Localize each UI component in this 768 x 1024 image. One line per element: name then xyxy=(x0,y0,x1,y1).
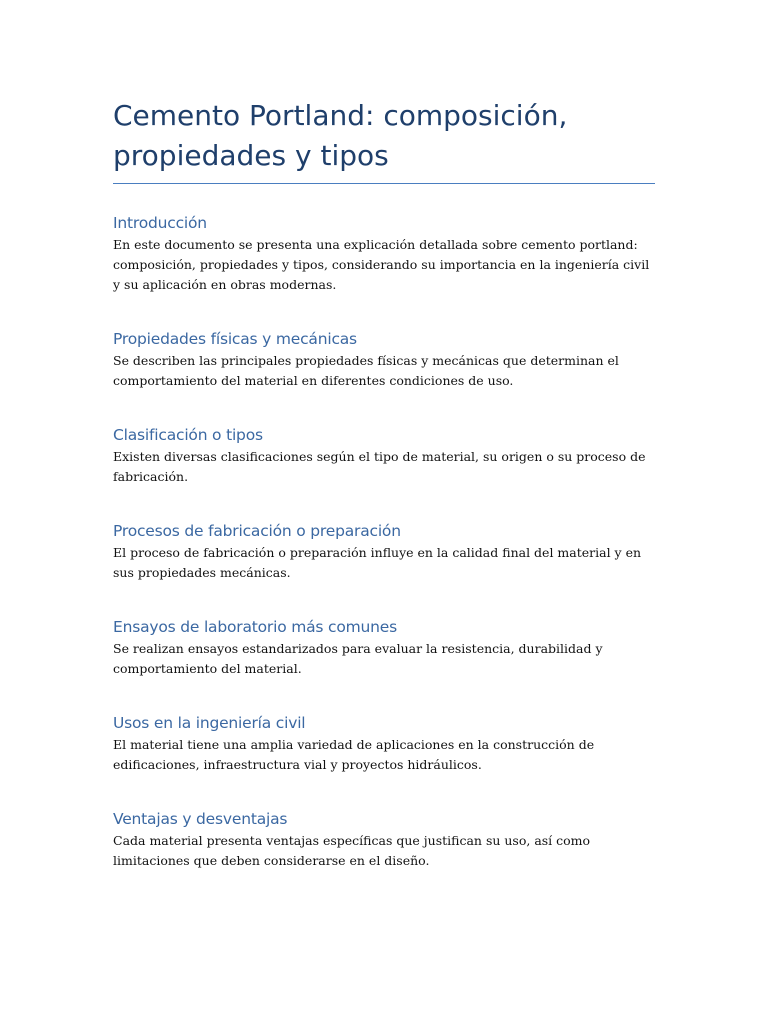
sections-container xyxy=(113,213,655,871)
section-procesos xyxy=(113,521,655,583)
section-clasificacion xyxy=(113,425,655,487)
section-heading: Propiedades físicas y mecánicas xyxy=(113,330,357,348)
section-heading: Clasificación o tipos xyxy=(113,426,263,444)
section-heading: Usos en la ingeniería civil xyxy=(113,714,306,732)
section-paragraph: Existen diversas clasificaciones según el tipo de material, su origen o su proceso de fabricación. xyxy=(113,449,646,484)
document-title: Cemento Portland: composición, propiedades y tipos xyxy=(113,99,568,172)
section-heading: Introducción xyxy=(113,214,207,232)
section-heading: Procesos de fabricación o preparación xyxy=(113,522,401,540)
section-paragraph: En este documento se presenta una explicación detallada sobre cemento portland: composición, propiedades y tipos, considerando su importancia en la ingeniería civil y su aplicación en obras modernas. xyxy=(113,237,650,292)
section-usos xyxy=(113,713,655,775)
section-paragraph: El proceso de fabricación o preparación influye en la calidad final del material y en sus propiedades mecánicas. xyxy=(113,545,642,580)
section-ventajas xyxy=(113,809,655,871)
title-underline xyxy=(113,183,655,184)
section-heading: Ventajas y desventajas xyxy=(113,810,288,828)
section-paragraph: Cada material presenta ventajas específicas que justifican su uso, así como limitaciones que deben considerarse en el diseño. xyxy=(113,833,591,868)
section-propiedades xyxy=(113,329,655,391)
section-heading: Ensayos de laboratorio más comunes xyxy=(113,618,397,636)
section-paragraph: El material tiene una amplia variedad de aplicaciones en la construcción de edificaciones, infraestructura vial y proyectos hidráulicos. xyxy=(113,737,595,772)
section-paragraph: Se describen las principales propiedades físicas y mecánicas que determinan el comportamiento del material en diferentes condiciones de uso. xyxy=(113,353,619,388)
section-ensayos xyxy=(113,617,655,679)
document-page xyxy=(113,0,655,871)
section-paragraph: Se realizan ensayos estandarizados para evaluar la resistencia, durabilidad y comportamiento del material. xyxy=(113,641,603,676)
section-introduccion xyxy=(113,213,655,295)
